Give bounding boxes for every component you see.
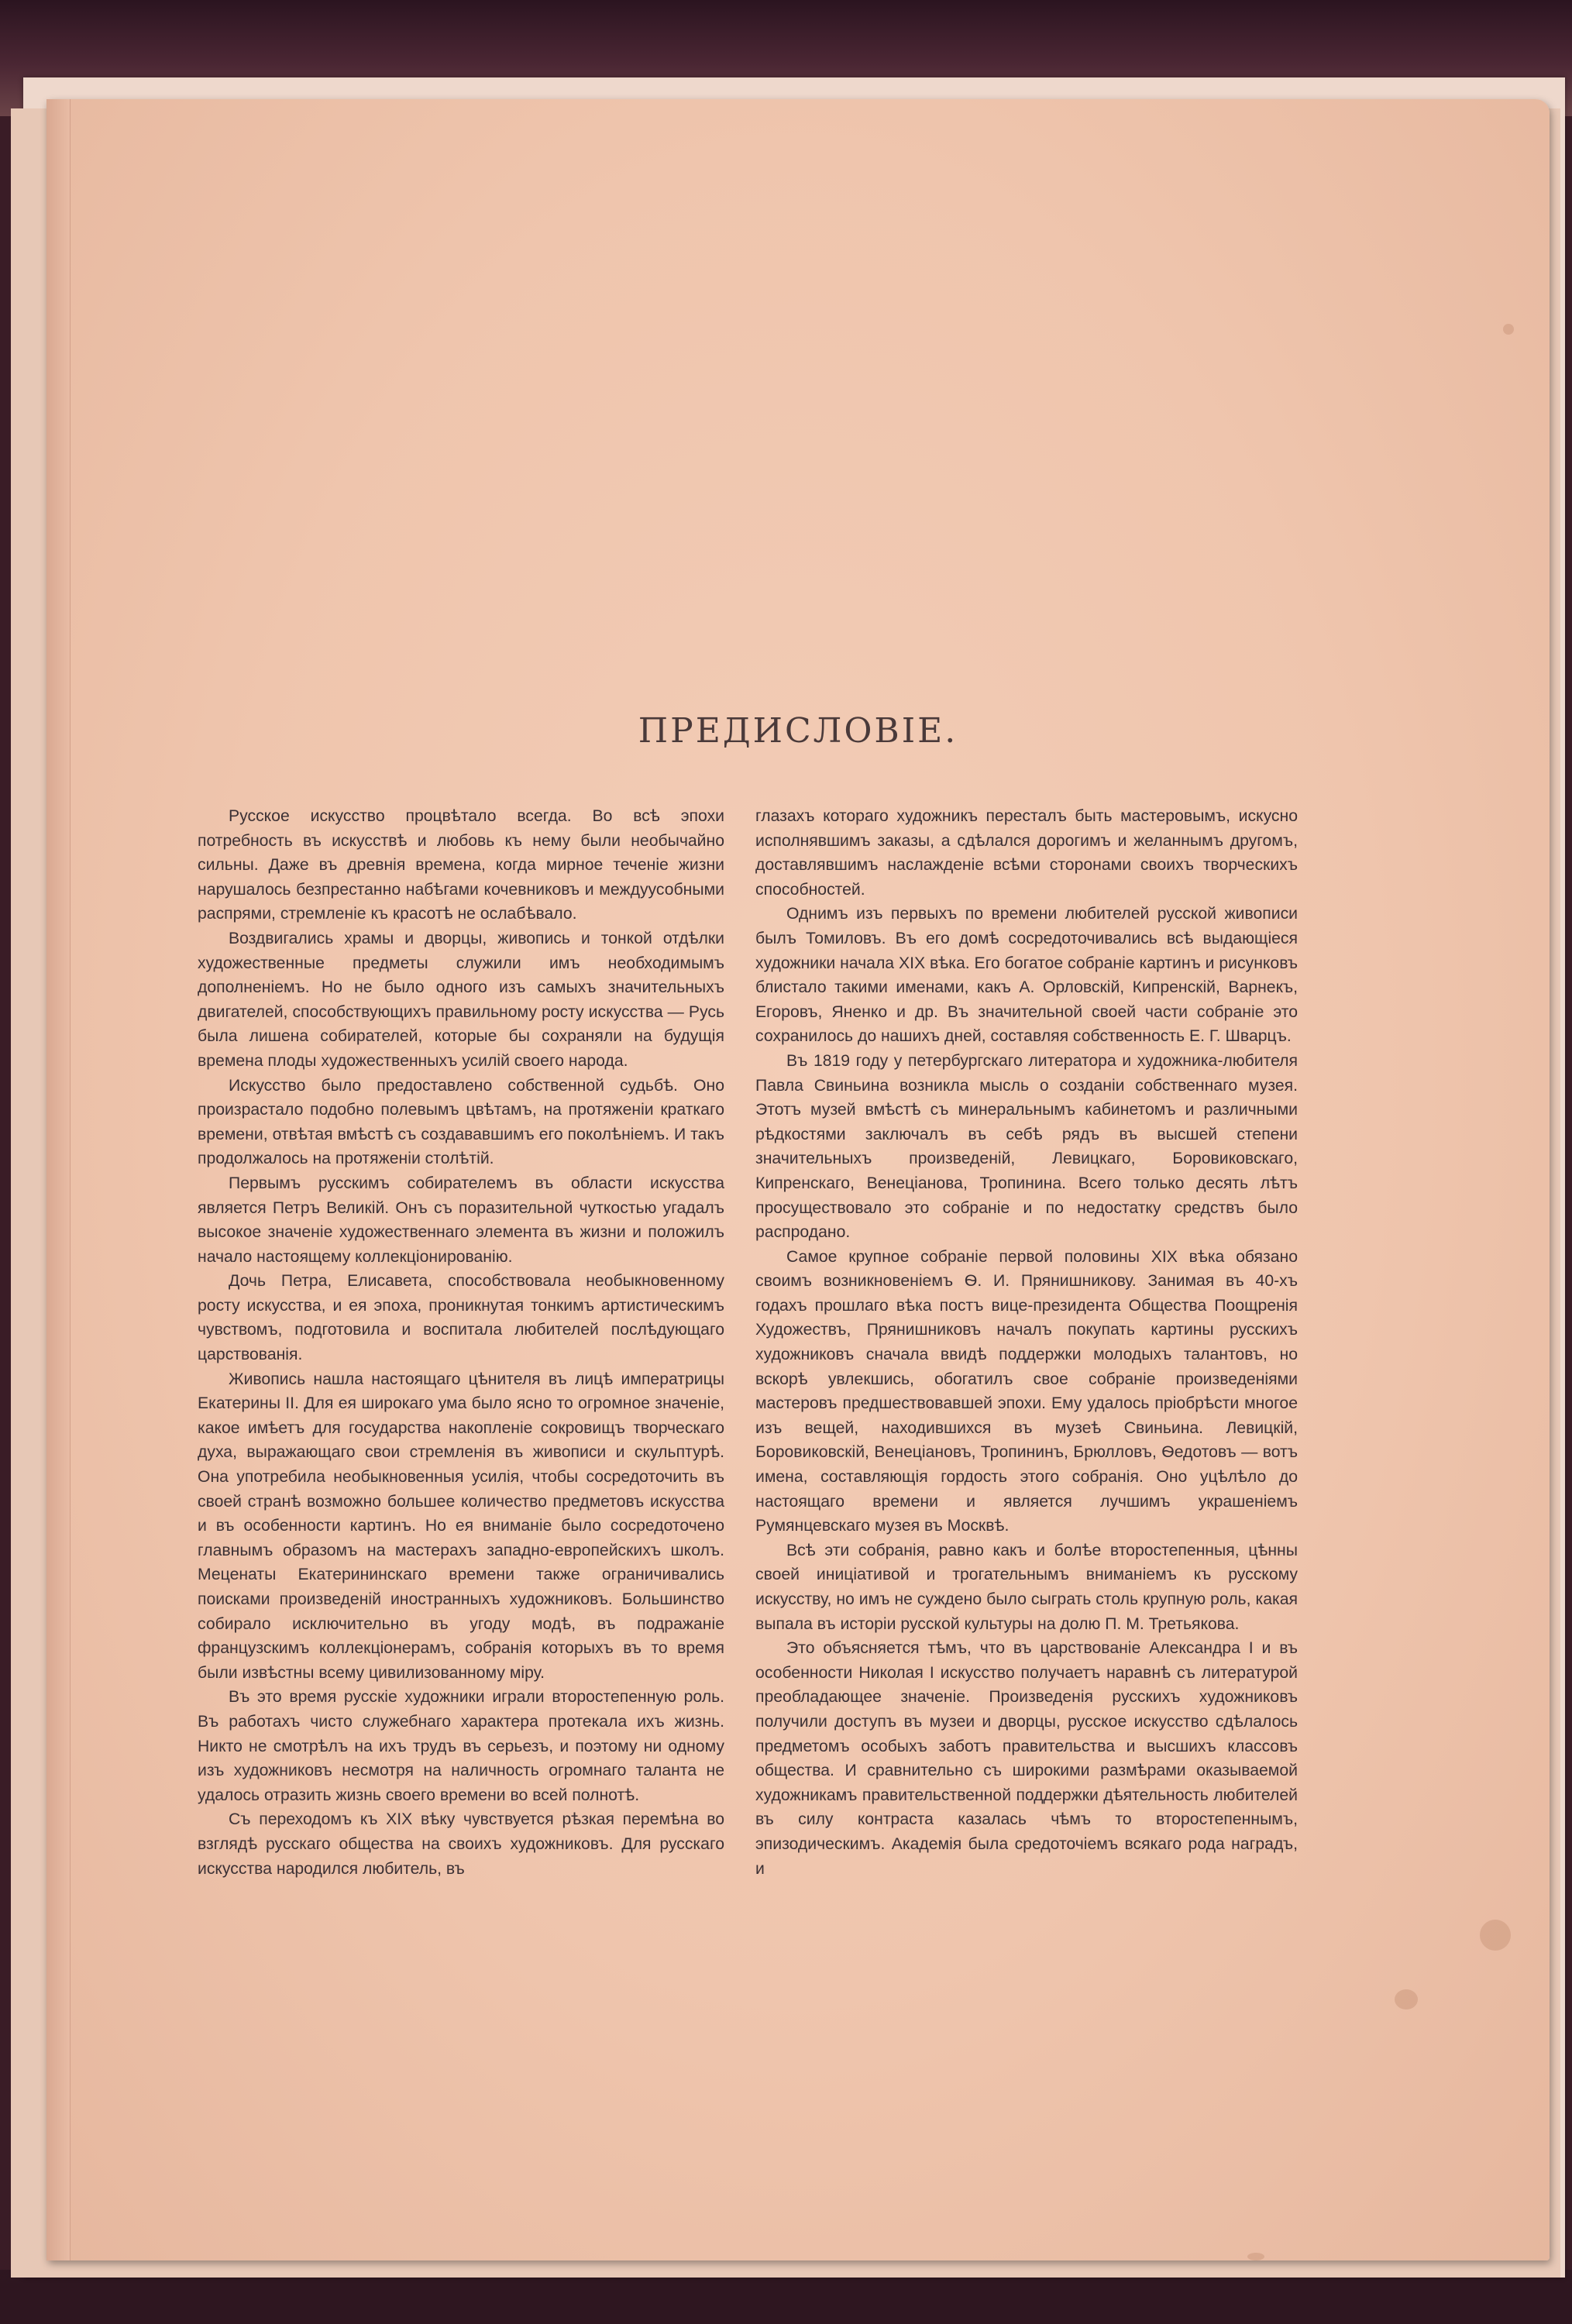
paragraph: Дочь Петра, Елисавета, способствовала необыкновенному росту искусства, и ея эпоха, проникнутая тонкимъ артистическимъ чувствомъ, подготовила и воспитала любителей послѣдующаго царствованія. xyxy=(198,1272,724,1364)
paper-stain xyxy=(1480,1920,1511,1951)
paragraph: Съ переходомъ къ XIX вѣку чувствуется рѣзкая перемѣна во взглядѣ русскаго общества на своихъ художниковъ. Для русскаго искусства народился любитель, въ xyxy=(198,1810,724,1878)
paragraph: Самое крупное собраніе первой половины XIX вѣка обязано своимъ возникновеніемъ Ѳ. И. Прянишникову. Занимая въ 40-хъ годахъ прошлаго вѣка постъ вице-президента Общества Поощренія Художествъ, Прянишниковъ началъ покупать картины русскихъ художниковъ сначала ввидѣ поддержки молодыхъ талантовъ, но вскорѣ увлекшись, обогатилъ свое собраніе произведеніями мастеровъ предшествовавшей эпохи. Ему удалось пріобрѣсти многое изъ вещей, находившихся въ музеѣ Свиньина. Левицкій, Боровиковскій, Венеціановъ, Тропининъ, Брюлловъ, Ѳедотовъ — вотъ имена, составляющія гордость этого собранія. Оно уцѣлѣло до настоящаго времени и является лучшимъ украшеніемъ Румянцевскаго музея въ Москвѣ. xyxy=(755,1247,1298,1535)
paragraph: Русское искусство процвѣтало всегда. Во всѣ эпохи потребность въ искусствѣ и любовь къ нему были необычайно сильны. Даже въ древнія времена, когда мирное теченіе жизни нарушалось безпрестанно набѣгами кочевниковъ и междуусобными распрями, стремленіе къ красотѣ не ослабѣвало. xyxy=(198,807,724,923)
text-column-left xyxy=(198,804,724,1881)
paper-stain xyxy=(1247,2253,1264,2260)
paragraph: Искусство было предоставлено собственной судьбѣ. Оно произрастало подобно полевымъ цвѣтамъ, на протяженіи краткаго времени, отвѣтая вмѣстѣ съ создававшимъ его поколѣніемъ. И такъ продолжалось на протяженіи столѣтій. xyxy=(198,1076,724,1168)
book-page xyxy=(46,99,1550,2260)
paragraph: Первымъ русскимъ собирателемъ въ области искусства является Петръ Великій. Онъ съ поразительной чуткостью угадалъ высокое значеніе художественнаго элемента въ жизни и положилъ начало настоящему коллекціонированію. xyxy=(198,1174,724,1266)
page-binding-edge xyxy=(46,99,71,2260)
paragraph: Воздвигались храмы и дворцы, живопись и тонкой отдѣлки художественные предметы служили имъ необходимымъ дополненіемъ. Но не было одного изъ самыхъ значительныхъ двигателей, способствующихъ правильному росту искусства — Русь была лишена собирателей, которые бы сохраняли на будущія времена плоды художественныхъ усилій своего народа. xyxy=(198,929,724,1070)
paragraph: Это объясняется тѣмъ, что въ царствованіе Александра I и въ особенности Николая I искусство получаетъ наравнѣ съ литературой преобладающее значеніе. Произведенія русскихъ художниковъ получили доступъ въ музеи и дворцы, русское искусство сдѣлалось предметомъ особыхъ заботъ правительства и высшихъ классовъ общества. И сравнительно съ широкими размѣрами оказываемой художникамъ правительственной поддержки дѣятельность любителей въ силу контраста казалась чѣмъ то второстепеннымъ, эпизодическимъ. Академія была средоточіемъ всякаго рода наградъ, и xyxy=(755,1639,1298,1878)
paragraph: Въ это время русскіе художники играли второстепенную роль. Въ работахъ чисто служебнаго характера протекала ихъ жизнь. Никто не смотрѣлъ на ихъ трудъ въ серьезъ, и поэтому ни одному изъ художниковъ несмотря на наличность огромнаго таланта не удалось отразить жизнь своего времени во всей полнотѣ. xyxy=(198,1688,724,1804)
paragraph: Всѣ эти собранія, равно какъ и болѣе второстепенныя, цѣнны своей иниціативой и трогательнымъ вниманіемъ къ русскому искусству, но имъ не суждено было сыграть столь крупную роль, какая выпала въ исторіи русской культуры на долю П. М. Третьякова. xyxy=(755,1541,1298,1633)
paper-stain xyxy=(1395,1989,1418,2009)
paper-stain xyxy=(1503,324,1514,335)
text-column-right xyxy=(755,804,1298,1881)
paragraph-continued: глазахъ котораго художникъ пересталъ быть мастеровымъ, искусно исполнявшимъ заказы, а сдѣлался дорогимъ и желаннымъ другомъ, доставлявшимъ наслажденіе всѣми сторонами своихъ творческихъ способностей. xyxy=(755,807,1298,899)
paragraph: Въ 1819 году у петербургскаго литератора и художника-любителя Павла Свиньина возникла мысль о созданіи собственнаго музея. Этотъ музей вмѣстѣ съ минеральнымъ кабинетомъ и различными рѣдкостями заключалъ въ себѣ рядъ въ высшей степени значительныхъ произведеній, Левицкаго, Боровиковскаго, Кипренскаго, Венеціанова, Тропинина. Всего только десять лѣтъ просуществовало это собраніе и по недостатку средствъ было распродано. xyxy=(755,1051,1298,1242)
background-surface-bottom xyxy=(0,2270,1572,2324)
paragraph: Однимъ изъ первыхъ по времени любителей русской живописи былъ Томиловъ. Въ его домѣ сосредоточивались всѣ выдающіеся художники начала XIX вѣка. Его богатое собраніе картинъ и рисунковъ блистало такими именами, какъ А. Орловскій, Кипренскій, Варнекъ, Егоровъ, Яненко и др. Въ значительной своей части собраніе это сохранилось до нашихъ дней, составляя собственность Е. Г. Шварцъ. xyxy=(755,905,1298,1046)
page-title: ПРЕДИСЛОВIЕ. xyxy=(638,711,958,751)
paragraph: Живопись нашла настоящаго цѣнителя въ лицѣ императрицы Екатерины II. Для ея широкаго ума было ясно то огромное значеніе, какое имѣетъ для государства накопленіе сокровищъ творческаго духа, выражающаго свои стремленія въ живописи и скульптурѣ. Она употребила необыкновенныя усилія, чтобы сосредоточить въ своей странѣ возможно большее количество предметовъ искусства и въ особенности картинъ. Но ея вниманіе было сосредоточено главнымъ образомъ на мастерахъ западно-европейскихъ школъ. Меценаты Екатерининскаго времени также ограничивались поисками произведеній иностранныхъ художниковъ. Большинство собирало исключительно въ угоду модѣ, въ подражаніе французскимъ коллекціонерамъ, собранія которыхъ въ то время были извѣстны всему цивилизованному міру. xyxy=(198,1370,724,1682)
